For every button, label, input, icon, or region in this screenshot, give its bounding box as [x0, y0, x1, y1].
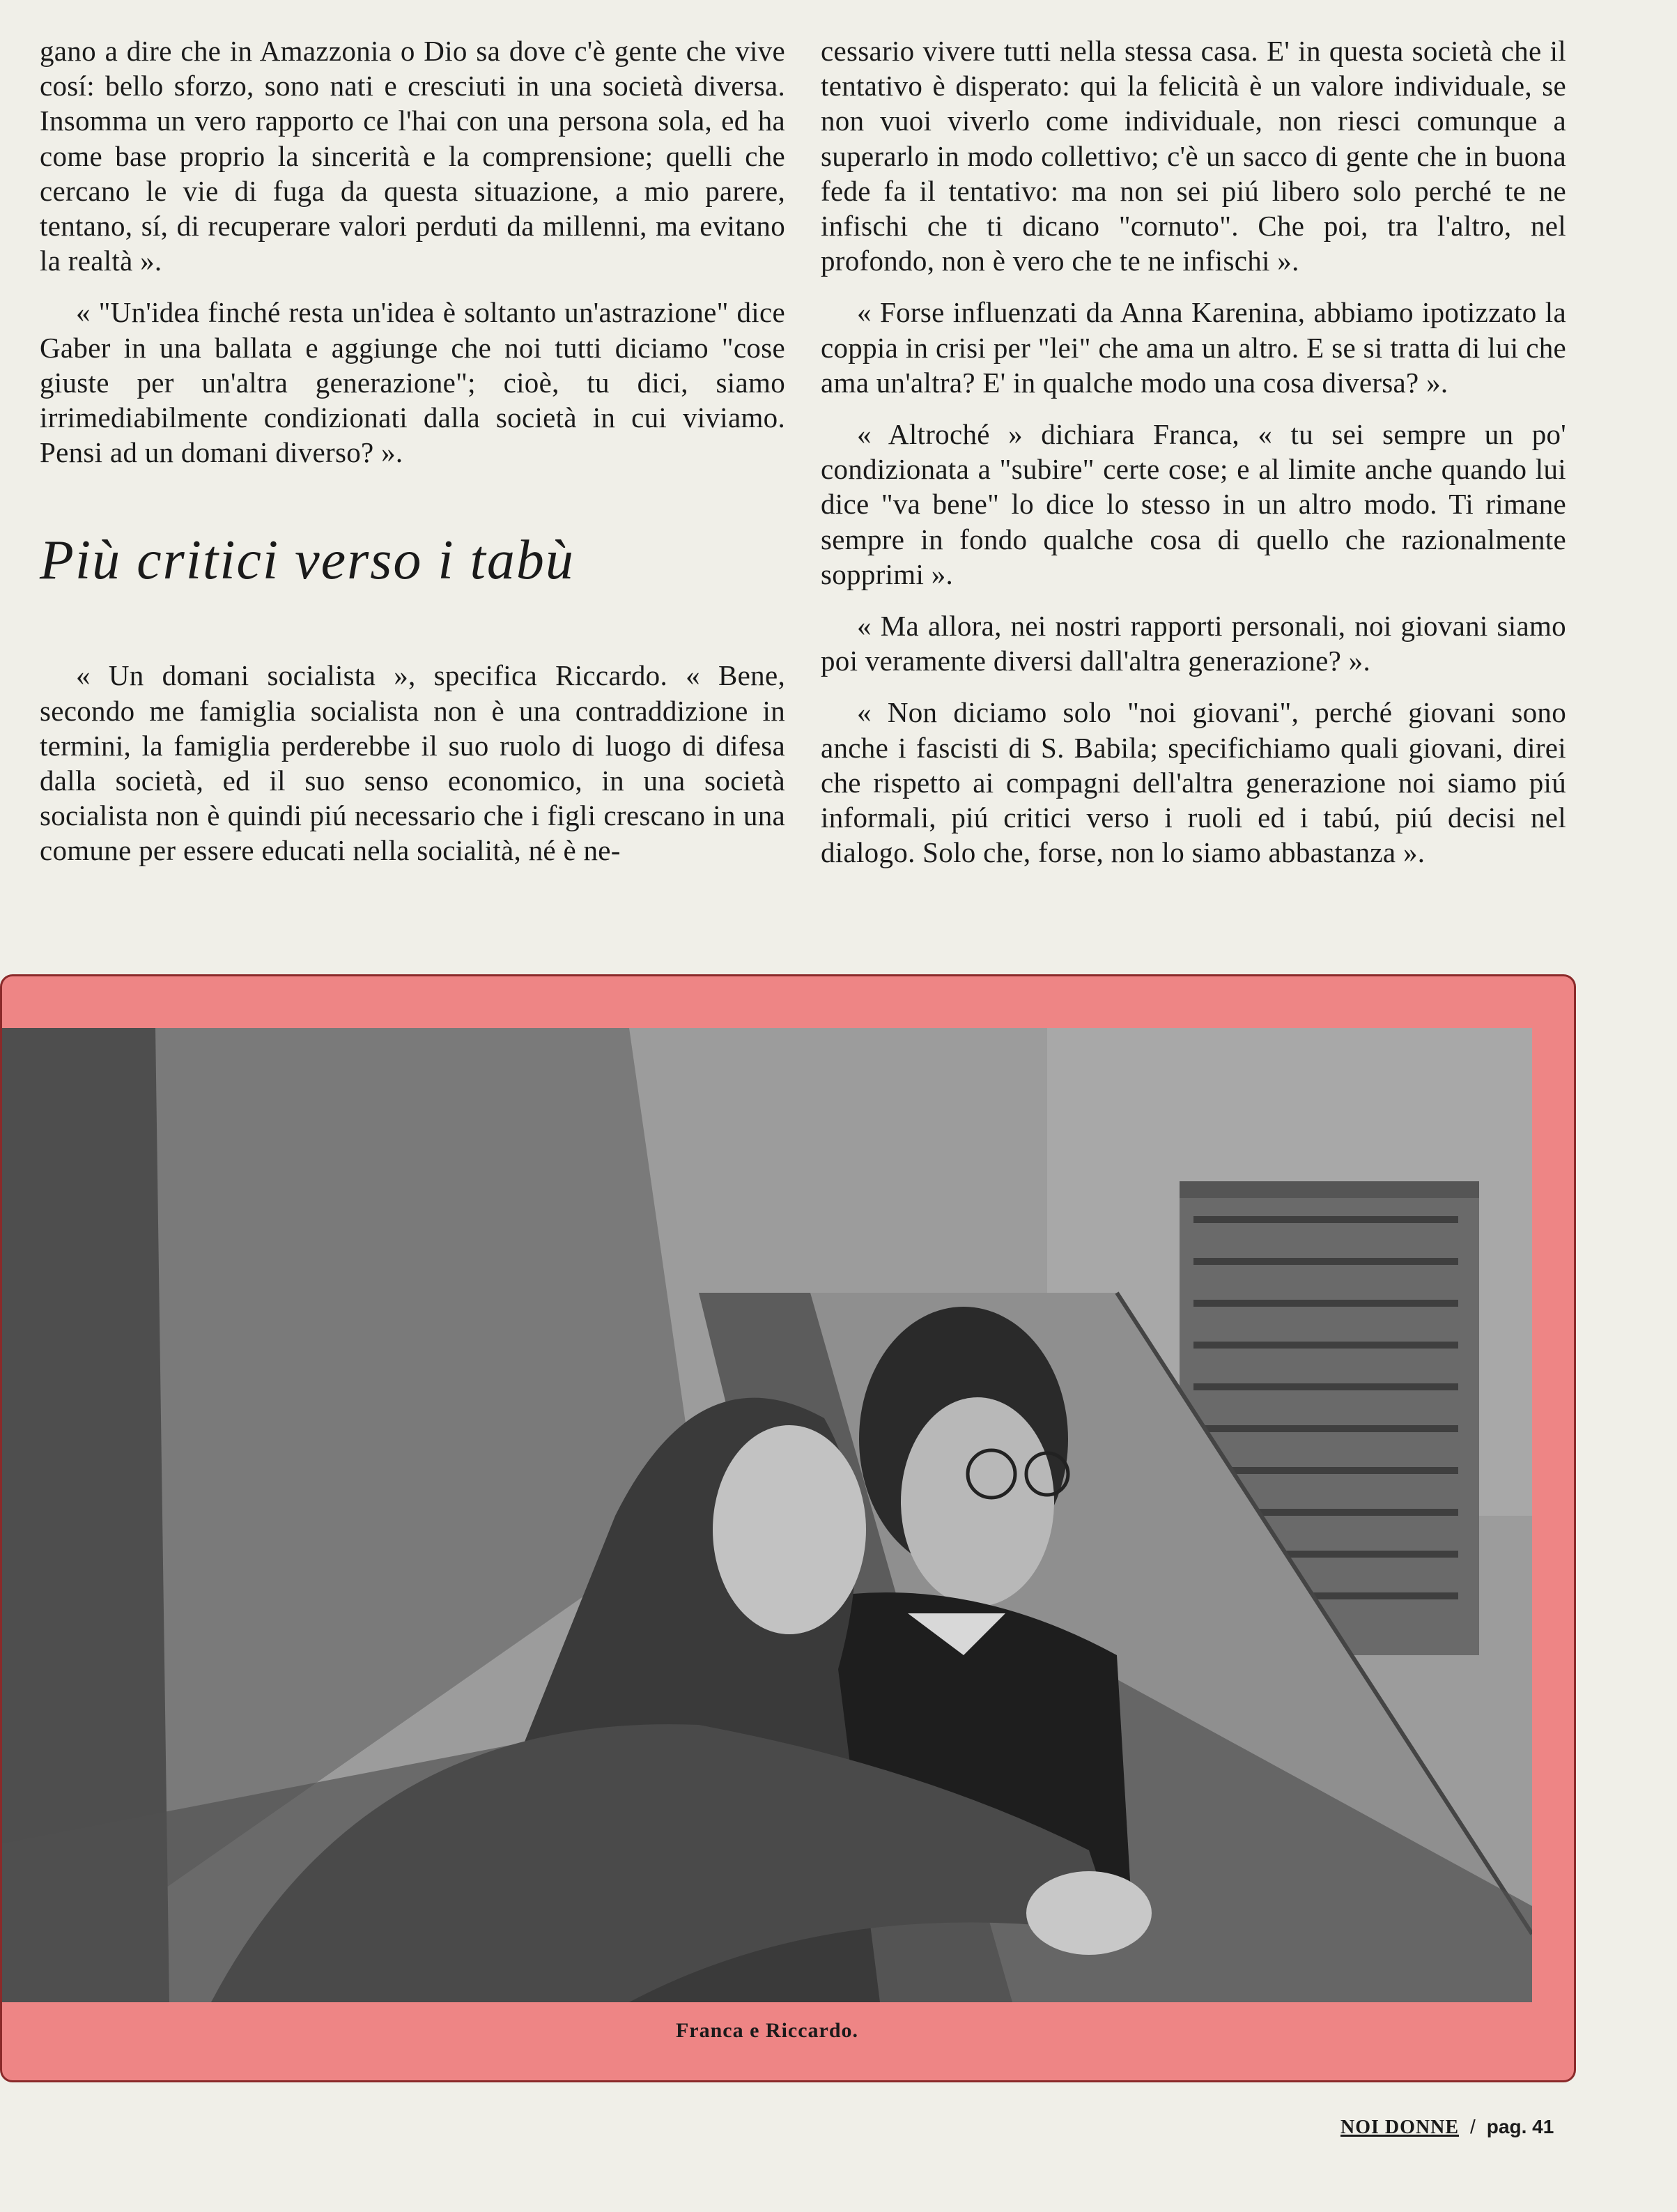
page-number: pag. 41: [1486, 2116, 1554, 2137]
right-paragraph-5: « Non diciamo solo "noi giovani", perché giovani sono anche i fascisti di S. Babila; specifichiamo quali giovani, direi che rispetto ai compagni dell'altra generazione noi siamo piú informali, piú critici verso i ruoli ed i tabú, piú decisi nel dialogo. Solo che, forse, non lo siamo abbastanza ».: [821, 696, 1566, 869]
right-paragraph-2: « Forse influenzati da Anna Karenina, abbiamo ipotizzato la coppia in crisi per "lei" che ama un altro. E se si tratta di lui che ama un'altra? E' in qualche modo una cosa diversa? ».: [821, 296, 1566, 399]
magazine-name: NOI DONNE: [1340, 2117, 1460, 2138]
right-paragraph-1: cessario vivere tutti nella stessa casa. E' in questa società che il tentativo è disperato: qui la felicità è un valore individuale, se non vuoi viverlo come individuale, non riesci comunque a superarlo in modo collettivo; c'è un sacco di gente che in buona fede fa il tentativo: ma non sei piú libero solo perché te ne infischi che ti dicano "cornuto". Che poi, tra l'altro, nel profondo, non è vero che te ne infischi ».: [821, 35, 1566, 277]
left-paragraph-3: « Un domani socialista », specifica Riccardo. « Bene, secondo me famiglia socialista non è una contraddizione in termini, la famiglia perderebbe il suo ruolo di luogo di difesa dalla società, ed il suo senso economico, in una società socialista non è quindi piú necessario che i figli crescano in una comune per essere educati nella socialità, né è ne-: [40, 659, 785, 867]
left-paragraph-2: « "Un'idea finché resta un'idea è soltanto un'astrazione" dice Gaber in una ballata e aggiunge che noi tutti diciamo "cose giuste per un'altra generazione"; cioè, tu dici, siamo irrimediabilmente condizionati dalla società in cui viviamo. Pensi ad un domani diverso? ».: [40, 296, 785, 469]
page-footer: [1340, 2116, 1554, 2139]
right-column: [821, 33, 1566, 886]
photo-caption: Franca e Riccardo.: [675, 2019, 859, 2042]
right-paragraph-3: « Altroché » dichiara Franca, « tu sei sempre un po' condizionata a "subire" certe cose; e al limite anche quando lui dice "va bene" lo dice lo stesso in un altro modo. Ti rimane sempre in fondo qualche cosa di quello che razionalmente sopprimi ».: [821, 418, 1566, 590]
left-column: [40, 33, 785, 885]
photo: [2, 1028, 1532, 2002]
footer-separator: /: [1470, 2116, 1476, 2137]
section-heading: Più critici verso i tabù: [40, 530, 575, 592]
right-paragraph-4: « Ma allora, nei nostri rapporti personali, noi giovani siamo poi veramente diversi dall'altra generazione? ».: [821, 610, 1566, 677]
photo-illustration: [2, 1028, 1532, 2002]
left-paragraph-1: gano a dire che in Amazzonia o Dio sa dove c'è gente che vive cosí: bello sforzo, sono nati e cresciuti in una società diversa. Insomma un vero rapporto ce l'hai con una persona sola, ed ha come base proprio la sincerità e la comprensione; quelli che cercano le vie di fuga da questa situazione, a mio parere, tentano, sí, di recuperare valori perduti da millenni, ma evitano la realtà ».: [40, 35, 785, 277]
photo-frame: [0, 974, 1576, 2082]
